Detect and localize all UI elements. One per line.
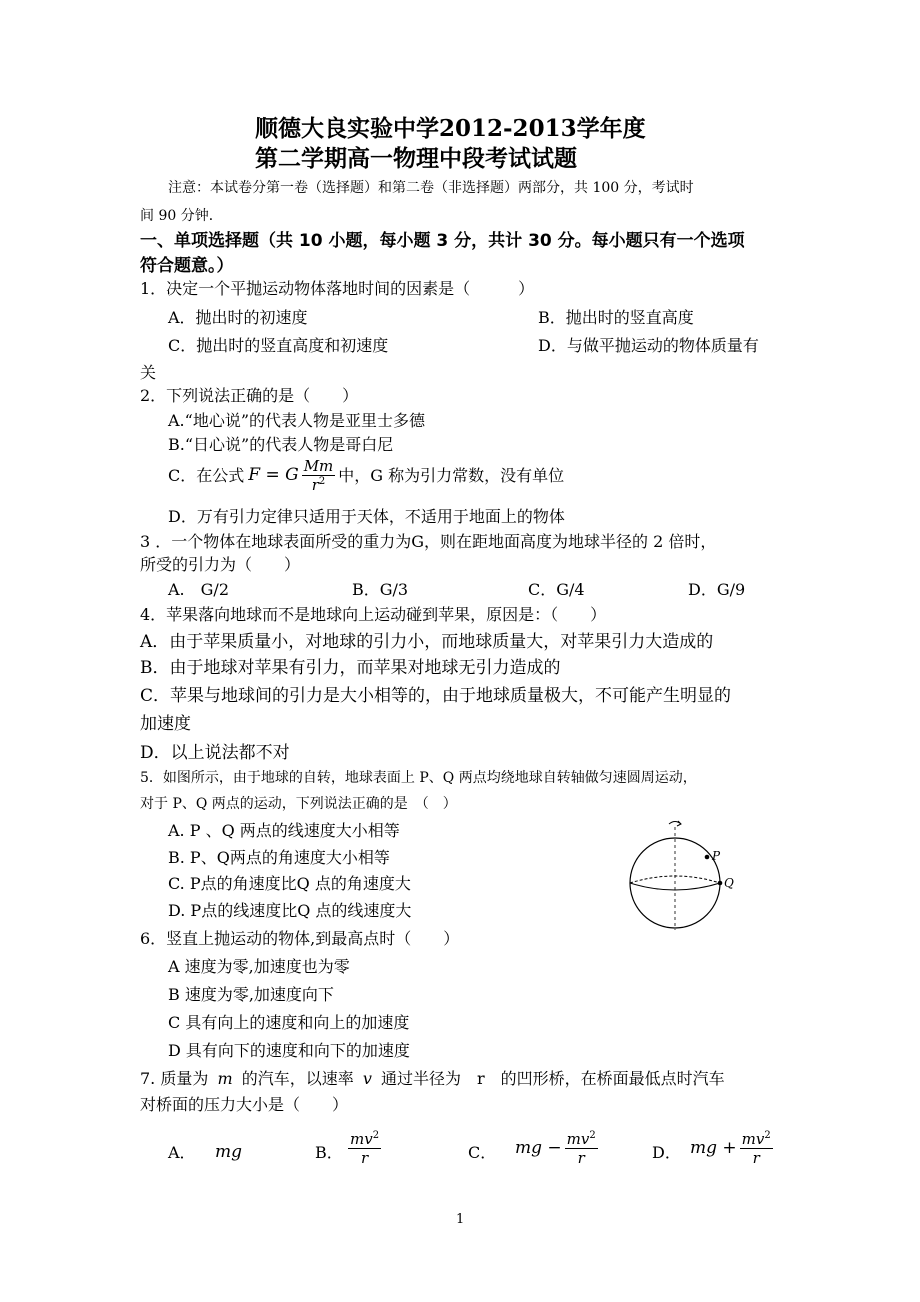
q2-option-d: D．万有引力定律只适用于天体，不适用于地面上的物体 — [168, 507, 565, 526]
formula-numerator: Mm — [303, 457, 334, 475]
title-line-2: 第二学期高一物理中段考试试题 — [255, 145, 577, 172]
var-v: v — [362, 1069, 372, 1088]
q7-option-b-label: B． — [315, 1143, 343, 1162]
q3-option-a: A. G/2 — [168, 580, 229, 599]
q2-option-c — [168, 458, 564, 494]
label-p: P — [712, 849, 721, 863]
q4-stem: 4．苹果落向地球而不是地球向上运动碰到苹果，原因是：（ ） — [140, 605, 607, 624]
q2-option-a: A.“地心说”的代表人物是亚里士多德 — [168, 411, 426, 430]
page-number: 1 — [456, 1212, 465, 1227]
section-heading-line-2: 符合题意。） — [140, 256, 234, 276]
formula-lhs: F = G — [248, 465, 299, 486]
q4-option-c-2: 加速度 — [140, 714, 191, 734]
q4-option-d: D．以上说法都不对 — [140, 743, 290, 763]
q3-option-d: D．G/9 — [688, 580, 746, 599]
q5-stem-1: 5．如图所示，由于地球的自转，地球表面上 P、Q 两点均绕地球自转轴做匀速圆周运动， — [140, 770, 697, 786]
q7-option-d-expr: mg + $\frac{mv^2}{r}$ — [690, 1130, 771, 1167]
q5-option-a: A. P 、Q 两点的线速度大小相等 — [168, 821, 400, 840]
notice-line-1: 注意：本试卷分第一卷（选择题）和第二卷（非选择题）两部分，共 100 分，考试时 — [168, 180, 694, 196]
q4-option-c-1: C．苹果与地球间的引力是大小相等的，由于地球质量极大，不可能产生明显的 — [140, 686, 732, 706]
q5-stem-2: 对于 P、Q 两点的运动，下列说法正确的是 （ ） — [140, 796, 457, 812]
title-line-1: 顺德大良实验中学2012-2013学年度 — [255, 115, 646, 142]
q2-option-c-prefix: C．在公式 — [168, 465, 245, 485]
formula-fraction — [302, 458, 336, 494]
q1-option-d: D．与做平抛运动的物体质量有 — [538, 336, 759, 355]
q7-option-b-fraction: $\frac{mv^2}{r}$ — [350, 1130, 380, 1167]
q5-option-b: B. P、Q两点的角速度大小相等 — [168, 848, 390, 867]
q5-option-d: D. P点的线速度比Q 点的线速度大 — [168, 901, 412, 920]
q7-option-c-expr: mg − $\frac{mv^2}{r}$ — [515, 1130, 596, 1167]
earth-rotation-diagram — [620, 815, 740, 930]
q1-option-a: A．抛出时的初速度 — [168, 308, 308, 327]
q2-stem: 2．下列说法正确的是（ ） — [140, 386, 359, 405]
var-m: m — [217, 1069, 233, 1088]
label-q: Q — [724, 876, 734, 890]
q4-option-b: B．由于地球对苹果有引力，而苹果对地球无引力造成的 — [140, 658, 561, 678]
q1-option-b: B．抛出时的竖直高度 — [538, 308, 694, 327]
q1-option-c: C．抛出时的竖直高度和初速度 — [168, 336, 389, 355]
q7-option-c-label: C． — [468, 1143, 497, 1162]
formula-denominator: $r^2$ — [311, 475, 326, 494]
q1-stem: 1．决定一个平抛运动物体落地时间的因素是（ ） — [140, 279, 535, 298]
q1-option-d-cont: 关 — [140, 363, 157, 382]
q2-option-b: B.“日心说”的代表人物是哥白尼 — [168, 435, 394, 454]
q6-option-d: D 具有向下的速度和向下的加速度 — [168, 1041, 410, 1060]
point-q — [718, 881, 723, 886]
q3-option-c: C．G/4 — [528, 580, 585, 599]
q7-stem-1: 7. 质量为 m 的汽车，以速率 v 通过半径为 r 的凹形桥，在桥面最低点时汽车 — [140, 1069, 725, 1088]
q7-option-d-label: D． — [652, 1143, 681, 1162]
q7-stem-2: 对桥面的压力大小是（ ） — [140, 1095, 349, 1114]
q4-option-a: A．由于苹果质量小，对地球的引力小，而地球质量大，对苹果引力大造成的 — [140, 632, 714, 652]
q5-option-c: C. P点的角速度比Q 点的角速度大 — [168, 874, 411, 893]
section-heading-line-1: 一、单项选择题（共 10 小题，每小题 3 分，共计 30 分。每小题只有一个选项 — [140, 231, 745, 251]
q6-option-c: C 具有向上的速度和向上的加速度 — [168, 1013, 410, 1032]
q6-option-b: B 速度为零,加速度向下 — [168, 985, 334, 1004]
q6-option-a: A 速度为零,加速度也为零 — [168, 957, 350, 976]
q2-option-c-suffix: 中，G 称为引力常数，没有单位 — [338, 465, 565, 485]
q6-stem: 6．竖直上抛运动的物体,到最高点时（ ） — [140, 929, 460, 948]
notice-line-2: 间 90 分钟． — [140, 208, 223, 224]
point-p — [705, 855, 710, 860]
q3-stem-1: 3 ．一个物体在地球表面所受的重力为G，则在距地面高度为地球半径的 2 倍时， — [140, 532, 717, 551]
q3-stem-2: 所受的引力为（ ） — [140, 555, 301, 574]
q3-option-b: B．G/3 — [352, 580, 409, 599]
q7-option-a-expr: mg — [215, 1142, 243, 1162]
q7-option-a-label: A． — [168, 1143, 196, 1162]
